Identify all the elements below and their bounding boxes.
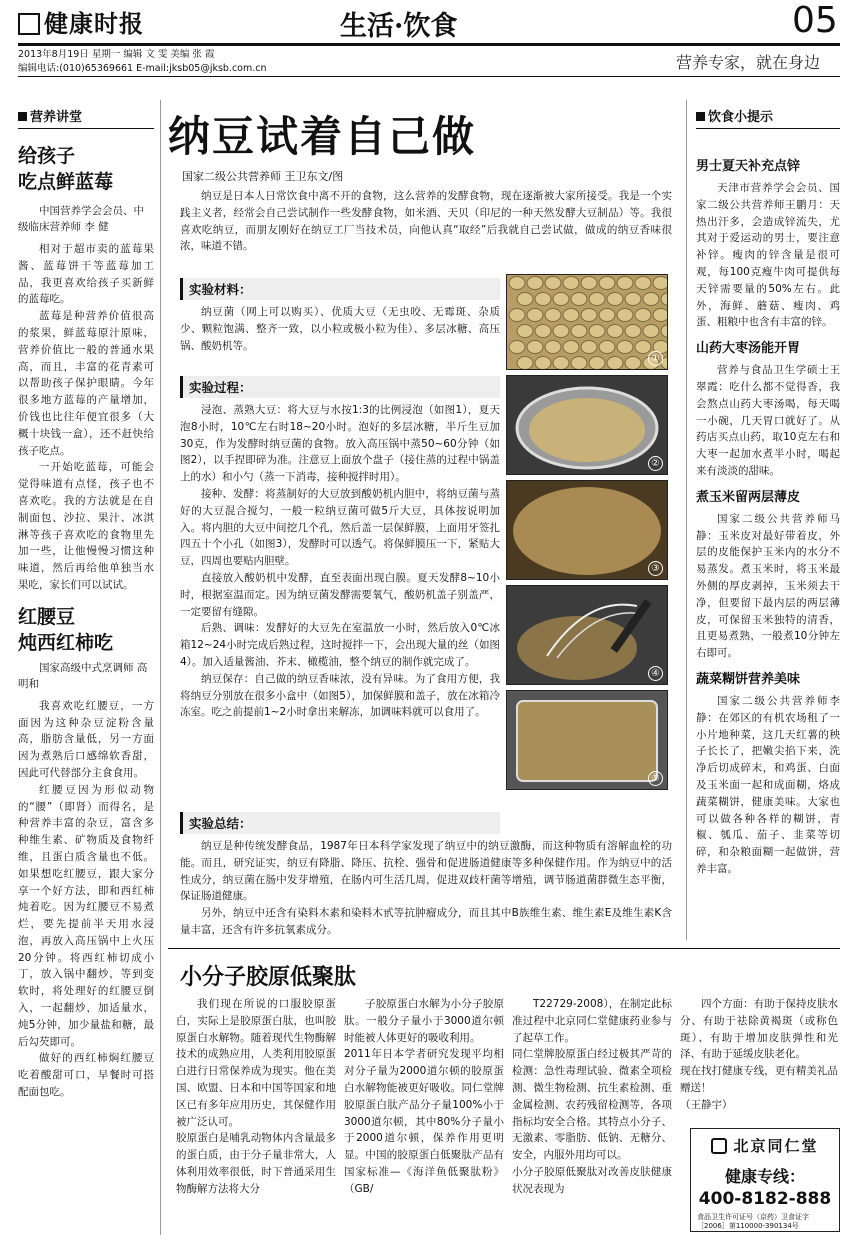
- process-body: 浸泡、蒸熟大豆：将大豆与水按1:3的比例浸泡（如图1），夏天泡8小时，10℃左右时18~20小时。泡好的多层冰糖，半斤生豆加30克，作为发酵时纳豆菌的食物。放入高压锅中蒸50~60分钟（如图2），以手捏即碎为准。注意豆上面放个盘子（接住蒸的过程中锅盖上的水）和小勺（蒸一下消毒，接种搅拌时用）。 接种、发酵：将蒸制好的大豆放到酸奶机内胆中，将纳豆菌与蒸好的大豆混合搅匀，一般一粒纳豆菌可做5斤大豆，具体按说明加入。将内胆的大豆中间挖几个孔，然后盖一层保鲜膜，上面用牙签扎四五十个小孔（如图3），发酵时可以透气。将保鲜膜压一下，紧贴大豆，四周也要贴内胆壁。 直接放入酸奶机中发酵，直至表面出现白膜。夏天发酵8~10小时，根据室温而定。因为纳豆菌发酵需要氧气，酸奶机盖子别盖严，一定要留有缝隙。 后熟、调味：发酵好的大豆先在室温放一小时，然后放入0℃冰箱12~24小时完成后熟过程，这时搅拌一下，会出现大量的丝（如图4）。加入适量酱油、芥末、橄榄油，整个纳豆的制作就完成了。 纳豆保存：自己做的纳豆香味浓，没有异味。为了食用方便，我将纳豆分别放在很多小盒中（如图5），加保鲜膜和盖子，放在冰箱冷冻室。吃之前提前1~2小时拿出来解冻，加调味料就可以食用了。: [180, 404, 500, 719]
- right-column: [696, 106, 840, 878]
- bean-shape: [625, 293, 641, 306]
- slogan: 营养专家，就在身边: [676, 53, 821, 72]
- materials-text: 纳豆菌（网上可以购买）、优质大豆（无虫咬、无霉斑、杂质少、颗粒饱满、整齐一致，以小粒或极小粒为佳）、多层冰糖、高压锅、酸奶机等。: [180, 306, 500, 352]
- bean-shape: [589, 357, 605, 370]
- masthead-rule: [18, 43, 840, 46]
- bean-shape: [635, 277, 651, 290]
- tip-title: 蔬菜糊饼营养美味: [696, 671, 801, 687]
- bean-shape: [635, 309, 651, 322]
- page-number: 05: [792, 0, 838, 41]
- tip-body: 国家二级公共营养师李静：在郊区的有机农场租了一小片地种菜，这几天红薯的秧子长长了，把嫩尖掐下来，洗净后切成碎末，和鸡蛋、白面及玉米面一起和成面糊，烙成蔬菜糊饼，健康美味。大家也可以做各种各样的糊饼，青椒、瓠瓜、茄子、韭菜等切碎，和杂粮面糊一起做饼，营养丰富。: [696, 694, 840, 875]
- boxed-natto-image: [507, 691, 667, 789]
- column-divider: [160, 100, 161, 1235]
- materials-heading: 实验材料：: [180, 278, 500, 300]
- bean-shape: [517, 293, 533, 306]
- bean-shape: [643, 293, 659, 306]
- bean-shape: [599, 309, 615, 322]
- bottom-headline: 小分子胶原低聚肽: [180, 964, 357, 990]
- bean-shape: [653, 309, 667, 322]
- bean-shape: [545, 309, 561, 322]
- bean-shape: [535, 357, 551, 370]
- tip-body: 天津市营养学会会员、国家二级公共营养师王鹏月：天热出汗多，会造成锌流失，尤其对于爱运动的男士，要注意补锌。瘦肉的锌含量是很可观，每100克瘦牛肉可提供每天锌需要量的50%左右。此外，海鲜、蘑菇、瘦肉、鸡蛋、粗粮中也含有丰富的锌。: [696, 182, 840, 329]
- article-author: 国家高级中式烹调师 高明和: [18, 661, 148, 690]
- bean-shape: [571, 293, 587, 306]
- bean-shape: [535, 325, 551, 338]
- article-body: 我喜欢吃红腰豆，一方面因为这种杂豆淀粉含量高，脂肪含量低，另一方面因为煮熟后口感绵软香甜，因此可代替部分主食食用。 红腰豆因为形似动物的“腰”（即肾）而得名，是种营养丰富的杂豆，富含多种维生素、矿物质及食物纤维，且蛋白质含量也不低。如果想吃红腰豆，跟大家分享一个好方法，即和西红柿炖着吃。因为红腰豆不易煮烂，要先提前半天用水浸泡，再放入高压锅中上火压20分钟。将西红柿切成小丁，放入锅中翻炒，等到变软时，将处理好的红腰豆倒入，一起翻炒，加适量水，炖5分钟，加少量盐和糖，最后勾芡即可。 做好的西红柿焖红腰豆吃着酸甜可口，早餐时可搭配面包吃。: [18, 699, 154, 1099]
- photo-stack: [506, 274, 668, 790]
- hotline-number: 400-8182-888: [698, 1189, 832, 1209]
- section-rule: [168, 948, 840, 949]
- photo-number: ③: [648, 561, 663, 576]
- photo-soaking-beans: [506, 274, 668, 370]
- fermenting-image: [507, 481, 667, 579]
- bean-shape: [527, 341, 543, 354]
- bean-shape: [571, 325, 587, 338]
- main-headline: 纳豆试着自己做: [168, 112, 477, 161]
- bottom-col-3: T22729-2008），在制定此标准过程中北京同仁堂健康药业参与了起草工作。 同仁堂牌胶原蛋白经过极其严苛的检测：急性毒理试验、微素全项检测、微生物检测、抗生素检测、重金属检测、农药残留检测等，各项指标均安全合格。其特点小分子、无激素、零脂肪、低钠、无糖分、安全，内服外用均可以。 小分子胶原低聚肽对改善皮肤健康状况表现为: [512, 998, 672, 1195]
- ad-brand-row: [691, 1135, 839, 1156]
- bean-shape: [617, 277, 633, 290]
- column-header-nutrition: 营养讲堂: [18, 106, 154, 125]
- photo-number: ⑤: [648, 771, 663, 786]
- bean-shape: [599, 277, 615, 290]
- photo-boxed-natto: [506, 690, 668, 790]
- bean-shape: [545, 341, 561, 354]
- bean-shape: [563, 309, 579, 322]
- photo-fermenting-beans: [506, 480, 668, 580]
- square-bullet-icon: [696, 112, 705, 121]
- masthead-logo: [18, 4, 144, 39]
- masthead-rule-thin: [18, 76, 840, 77]
- contact-line: 编辑电话:(010)65369661 E-mail:jksb05@jksb.com.cn: [18, 63, 267, 74]
- bean-shape: [635, 341, 651, 354]
- bean-shape: [527, 277, 543, 290]
- bean-shape: [517, 325, 533, 338]
- ad-brand: 北京同仁堂: [733, 1137, 819, 1155]
- square-bullet-icon: [18, 112, 27, 121]
- article-title-kidney-bean: 红腰豆 炖西红柿吃: [18, 605, 114, 654]
- natto-strings-image: [507, 586, 667, 684]
- brand-seal-icon: [711, 1138, 727, 1154]
- photo-stringy-natto: [506, 585, 668, 685]
- article-title-blueberry: 给孩子 吃点鲜蓝莓: [18, 145, 114, 193]
- bean-shape: [553, 325, 569, 338]
- bean-shape: [553, 357, 569, 370]
- hotline-ad: [690, 1128, 840, 1232]
- bottom-col-2: 子胶原蛋白水解为小分子胶原肽。一般分子量小于3000道尔顿时能被人体更好的吸收利用。 2011年日本学者研究发现平均相对分子量为2000道尔顿的胶原蛋白水解物能被更好吸收。同仁堂牌胶原蛋白肽产品分子量100%小于3000道尔顿，其中80%分子量小于2000道尔顿，保养作用更明显。中国的胶原蛋白低聚肽产品有国家标准—《海洋鱼低聚肽粉》（GB/: [344, 998, 504, 1195]
- tip-title: 山药大枣汤能开胃: [696, 341, 801, 357]
- article-body: 相对于超市卖的蓝莓果酱、蓝莓饼干等蓝莓加工品，我更喜欢给孩子买新鲜的蓝莓吃。 蓝莓是种营养价值很高的浆果，鲜蓝莓原汁原味，营养价值比一般的普通水果高，而且，丰富的花青素可以帮助孩子保护眼睛。今年很多地方蓝莓的产量增加，价钱也比往年便宜很多（大概十块钱一盒），还不赶快给孩子吃点。 一开始吃蓝莓，可能会觉得味道有点怪，孩子也不喜欢吃。我的方法就是在自制面包、沙拉、果汁、冰淇淋等孩子喜欢吃的食物里先加一些，让他慢慢习惯这种味道，然后再给他单独当水果吃，家长们可以试试。: [18, 243, 154, 591]
- summary-heading: 实验总结：: [180, 812, 500, 834]
- bean-shape: [553, 293, 569, 306]
- summary-body: 纳豆是种传统发酵食品，1987年日本科学家发现了纳豆中的纳豆激酶，而这种物质有溶解血栓的功能。而且，研究证实，纳豆有降脂、降压、抗栓、强骨和促进肠道健康等多种保健作用。作为纳豆中的活性成分，纳豆菌在肠中发芽增殖，在肠内可生活几周，促进双歧杆菌等增殖，调节肠道菌群微生态平衡，保证肠道健康。 另外，纳豆中还含有染料木素和染料木甙等抗肿瘤成分，而且其中B族维生素、维生素E及维生素K含量丰富，还含有许多抗氧素成分。: [180, 840, 672, 936]
- bean-shape: [617, 309, 633, 322]
- bean-shape: [625, 325, 641, 338]
- main-intro: 纳豆是日本人日常饮食中离不开的食物，这么营养的发酵食物，现在逐渐被大家所接受。我是一个实践主义者，经常会自己尝试制作一些发酵食物，如米酒、天贝（印尼的一种天然发酵大豆制品）等。我很喜欢吃纳豆，而朋友刚好在纳豆工厂当技术员，向他认真“取经”后我就自己尝试做，做成的纳豆香味很浓，味道不错。: [180, 190, 672, 253]
- column-rule: [18, 128, 154, 129]
- bean-shape: [563, 277, 579, 290]
- section-title: 生活·饮食: [340, 11, 458, 42]
- hotline-label: 健康专线：: [724, 1167, 805, 1186]
- bean-shape: [589, 325, 605, 338]
- logo-text: 健康时报: [44, 9, 144, 38]
- photo-number: ④: [648, 666, 663, 681]
- tip-title: 男士夏天补充点锌: [696, 159, 801, 174]
- cooker-image: [507, 376, 667, 474]
- date-line: 2013年8月19日 星期一 编辑 文 雯 美编 张 霞: [18, 49, 215, 60]
- photo-number: ②: [648, 456, 663, 471]
- tip-body: 国家二级公共营养师马静：玉米皮对最好带着皮，外层的皮能保护玉米内的水分不易蒸发。煮玉米时，将玉米最外侧的厚皮剥掉，玉米须去干净，但要留下最内层的两层薄皮，可保留玉米独特的清香，且更易煮熟，一般煮10分钟左右即可。: [696, 512, 840, 660]
- bean-shape: [599, 341, 615, 354]
- bean-shape: [527, 309, 543, 322]
- bean-shape: [509, 309, 525, 322]
- bean-shape: [581, 309, 597, 322]
- bean-shape: [509, 277, 525, 290]
- bottom-col-1: 我们现在所说的口服胶原蛋白，实际上是胶原蛋白肽，也叫胶原蛋白水解物。随着现代生物酶解技术的成熟应用，人类利用胶原蛋白进行日常保养成为现实。他在美国、欧盟、日本和中国等国家和地区已有多年应用历史，其保健作用被广泛认可。 胶原蛋白是哺乳动物体内含量最多的蛋白质，由于分子量非常大，人体利用效率很低，时下普通采用生物酶解方法将大分: [176, 998, 336, 1195]
- bottom-col-4: 四个方面：有助于保持皮肤水分、有助于祛除黄褐斑（或称色斑）、有助于增加皮肤弹性和光泽、有助于延缓皮肤老化。 现在找打健康专线，更有精美礼品赠送！ （王静宇）: [680, 998, 838, 1111]
- tip-body: 营养与食品卫生学硕士王翠霞：吃什么都不觉得香，我会熬点山药大枣汤喝，每天喝一小碗，几天胃口就好了。从药店买点山药，取10克左右和大枣一起加水煮半小时，喝起来有淡淡的甜味。: [696, 364, 840, 477]
- left-column: [18, 106, 154, 1101]
- bean-shape: [563, 341, 579, 354]
- tip-title: 煮玉米留两层薄皮: [696, 489, 801, 505]
- bean-shape: [643, 325, 659, 338]
- bean-shape: [581, 341, 597, 354]
- bean-shape: [581, 277, 597, 290]
- photo-pressure-cooker: [506, 375, 668, 475]
- bean-shape: [617, 341, 633, 354]
- bean-shape: [607, 325, 623, 338]
- bean-shape: [607, 357, 623, 370]
- process-heading: 实验过程：: [180, 376, 500, 398]
- bean-shape: [607, 293, 623, 306]
- column-divider: [686, 100, 687, 940]
- bean-shape: [625, 357, 641, 370]
- bean-shape: [571, 357, 587, 370]
- column-rule: [696, 128, 840, 129]
- bean-shape: [653, 277, 667, 290]
- bean-shape: [517, 357, 533, 370]
- main-byline: 国家二级公共营养师 王卫东文/图: [182, 170, 344, 183]
- photo-number: ①: [648, 351, 663, 366]
- bean-shape: [545, 277, 561, 290]
- logo-mark-icon: [18, 13, 40, 35]
- beans-image: [507, 275, 667, 369]
- ad-fine-print: 食品卫生许可证号（京药）卫食证字［2006］第110000-390134号: [697, 1213, 809, 1230]
- bean-shape: [589, 293, 605, 306]
- bean-shape: [509, 341, 525, 354]
- article-author: 中国营养学会会员、中级临床营养师 李 健: [18, 205, 144, 233]
- bean-shape: [535, 293, 551, 306]
- column-header-tips: 饮食小提示: [696, 106, 840, 125]
